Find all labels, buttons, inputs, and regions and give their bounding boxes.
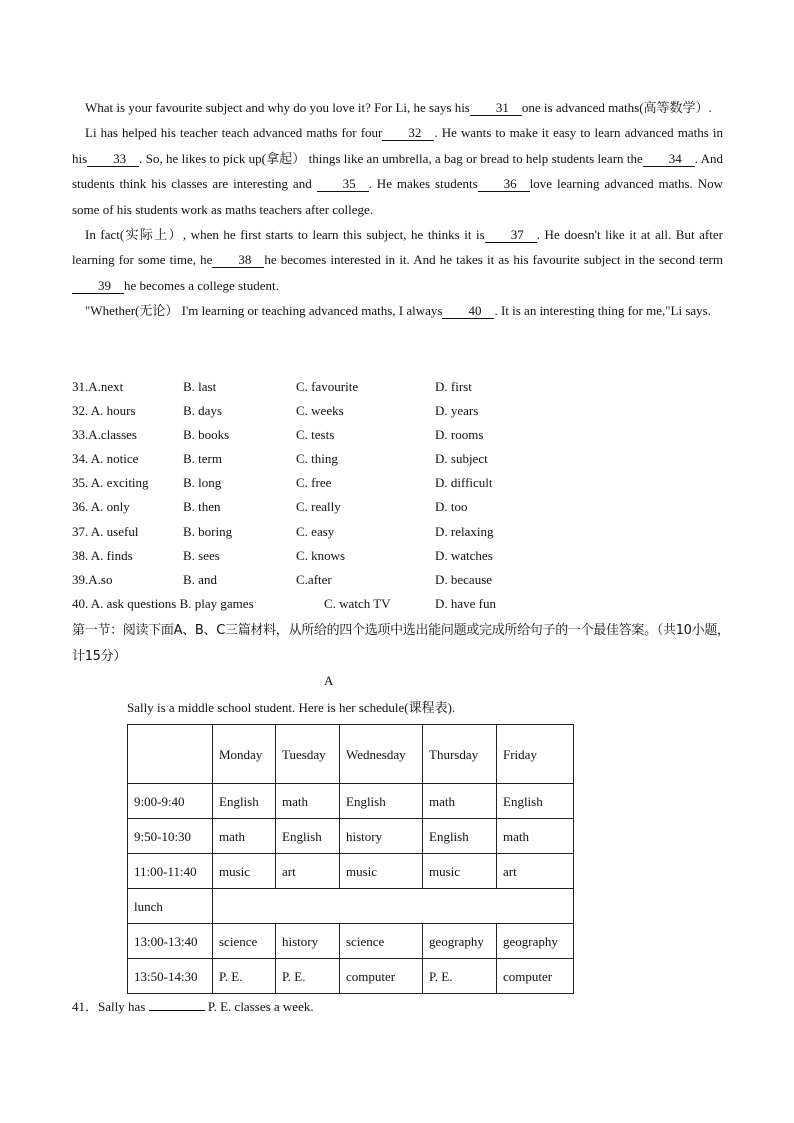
table-header-row [128, 725, 574, 784]
option-b: B. long [183, 475, 222, 491]
option-a: 31.A.next [72, 379, 124, 394]
option-c: C. easy [296, 523, 335, 539]
passage-text: . It is an interesting thing for me,"Li says. [494, 303, 711, 319]
subject-cell: P. E. [276, 959, 340, 994]
option-d: D. because [435, 571, 493, 587]
subject-cell: English [213, 784, 276, 819]
option-a: 40. A. ask questions B. play games [72, 595, 254, 611]
option-d: D. rooms [435, 427, 484, 443]
subject-cell: music [423, 854, 497, 889]
option-c: C. free [296, 475, 332, 491]
option-d: D. watches [435, 547, 493, 563]
option-b: B. boring [183, 523, 233, 539]
table-row [128, 889, 574, 924]
section-a-label: A [324, 673, 334, 688]
option-d: D. subject [435, 451, 488, 467]
option-row [72, 447, 732, 471]
option-d: D. difficult [435, 475, 493, 491]
header-cell: Tuesday [276, 725, 340, 784]
blank-37: 37 [485, 228, 537, 243]
question-41-prefix: 41．Sally has [72, 999, 149, 1014]
subject-cell: geography [423, 924, 497, 959]
option-row [72, 399, 732, 423]
subject-cell: music [340, 854, 423, 889]
option-a: 35. A. exciting [72, 475, 149, 491]
option-b: B. days [183, 403, 222, 419]
option-a: 36. A. only [72, 499, 130, 515]
blank-38: 38 [212, 253, 264, 268]
passage-text: . So, he likes to pick up(拿起） things like an umbrella, a bag or bread to help students learn the [139, 150, 643, 166]
subject-cell: math [423, 784, 497, 819]
option-b: B. sees [183, 547, 220, 563]
question-41 [72, 996, 314, 1015]
option-row [72, 592, 732, 616]
passage-text: In fact(实际上）, when he first starts to learn this subject, he thinks it is [85, 227, 485, 243]
passage-paragraph [72, 298, 723, 323]
passage-text: he becomes a college student. [124, 277, 279, 293]
option-d: D. relaxing [435, 523, 494, 539]
option-b: B. last [183, 379, 217, 394]
schedule-intro: Sally is a middle school student. Here is her schedule(课程表). [127, 700, 456, 715]
subject-cell: English [497, 784, 574, 819]
option-row [72, 423, 732, 447]
option-c: C. thing [296, 451, 338, 467]
option-c: C. really [296, 499, 341, 515]
subject-cell: art [497, 854, 574, 889]
option-c: C. watch TV [324, 595, 391, 611]
option-a: 32. A. hours [72, 403, 136, 419]
option-row [72, 471, 732, 495]
cloze-passage [72, 95, 723, 324]
subject-cell: math [276, 784, 340, 819]
blank-39: 39 [72, 279, 124, 294]
header-cell: Thursday [423, 725, 497, 784]
blank-35: 35 [317, 177, 369, 192]
passage-text: . He makes students [368, 176, 478, 192]
subject-cell: computer [497, 959, 574, 994]
option-c: C. tests [296, 427, 335, 443]
subject-cell: P. E. [213, 959, 276, 994]
passage-text: "Whether(无论） I'm learning or teaching advanced maths, I always [85, 303, 443, 319]
time-cell: 9:00-9:40 [128, 784, 213, 819]
option-c: C. knows [296, 547, 346, 563]
option-row [72, 520, 732, 544]
passage-text: Li has helped his teacher teach advanced maths for four [85, 125, 383, 141]
cloze-options [72, 375, 732, 616]
table-row [128, 924, 574, 959]
table-row [128, 854, 574, 889]
option-c: C. favourite [296, 379, 359, 394]
option-d: D. years [435, 403, 479, 419]
option-a: 38. A. finds [72, 547, 133, 563]
time-cell: 13:00-13:40 [128, 924, 213, 959]
subject-cell: geography [497, 924, 574, 959]
question-41-suffix: P. E. classes a week. [204, 999, 314, 1014]
subject-cell: history [276, 924, 340, 959]
blank-33: 33 [87, 152, 139, 167]
passage-paragraph [72, 95, 723, 120]
blank-31: 31 [470, 101, 522, 116]
time-cell: 11:00-11:40 [128, 854, 213, 889]
blank-36: 36 [478, 177, 530, 192]
passage-text: one is advanced maths(高等数学）. [521, 100, 712, 115]
subject-cell: science [213, 924, 276, 959]
option-c: C.after [296, 571, 332, 587]
passage-text: . And students think his classes are interesting and [72, 150, 723, 192]
empty-cell [213, 889, 574, 924]
subject-cell: English [276, 819, 340, 854]
header-cell [128, 725, 213, 784]
subject-cell: art [276, 854, 340, 889]
passage-paragraph [72, 222, 723, 298]
time-cell: lunch [128, 889, 213, 924]
passage-text: . He doesn't like it at all. But after learning for some time, he [72, 227, 723, 268]
option-d: D. have fun [435, 595, 497, 611]
subject-cell: history [340, 819, 423, 854]
option-a: 39.A.so [72, 571, 113, 587]
subject-cell: English [423, 819, 497, 854]
passage-paragraph [72, 120, 723, 222]
passage-text: . He wants to make it easy to learn advanced maths in his [72, 125, 723, 166]
header-cell: Friday [497, 725, 574, 784]
header-cell: Monday [213, 725, 276, 784]
option-a: 33.A.classes [72, 427, 137, 443]
option-d: D. first [435, 379, 472, 394]
option-row [72, 495, 732, 519]
option-b: B. and [183, 571, 217, 587]
option-c: C. weeks [296, 403, 344, 419]
section-heading: 第一节：阅读下面A、B、C三篇材料，从所给的四个选项中选出能问题或完成所给句子的一个最佳答案。（共10小题，计15分） [72, 623, 730, 664]
passage-text: he becomes interested in it. And he takes it as his favourite subject in the second term [264, 252, 723, 268]
blank-40: 40 [442, 304, 494, 319]
time-cell: 13:50-14:30 [128, 959, 213, 994]
option-a: 37. A. useful [72, 523, 139, 539]
subject-cell: music [213, 854, 276, 889]
option-b: B. books [183, 427, 230, 443]
subject-cell: English [340, 784, 423, 819]
subject-cell: math [213, 819, 276, 854]
table-row [128, 819, 574, 854]
option-row [72, 375, 732, 399]
option-a: 34. A. notice [72, 451, 139, 467]
time-cell: 9:50-10:30 [128, 819, 213, 854]
blank-34: 34 [643, 152, 695, 167]
table-row [128, 784, 574, 819]
schedule-table [127, 724, 574, 994]
blank-32: 32 [382, 126, 434, 141]
option-b: B. then [183, 499, 221, 515]
answer-blank [149, 998, 205, 1011]
subject-cell: math [497, 819, 574, 854]
header-cell: Wednesday [340, 725, 423, 784]
passage-text: What is your favourite subject and why do you love it? For Li, he says his [85, 100, 470, 115]
subject-cell: P. E. [423, 959, 497, 994]
option-row [72, 544, 732, 568]
passage-text: love learning advanced maths. Now some of his students work as maths teachers after college. [72, 176, 724, 217]
option-b: B. term [183, 451, 222, 467]
option-row [72, 568, 732, 592]
subject-cell: computer [340, 959, 423, 994]
subject-cell: science [340, 924, 423, 959]
table-row [128, 959, 574, 994]
option-d: D. too [435, 499, 468, 515]
